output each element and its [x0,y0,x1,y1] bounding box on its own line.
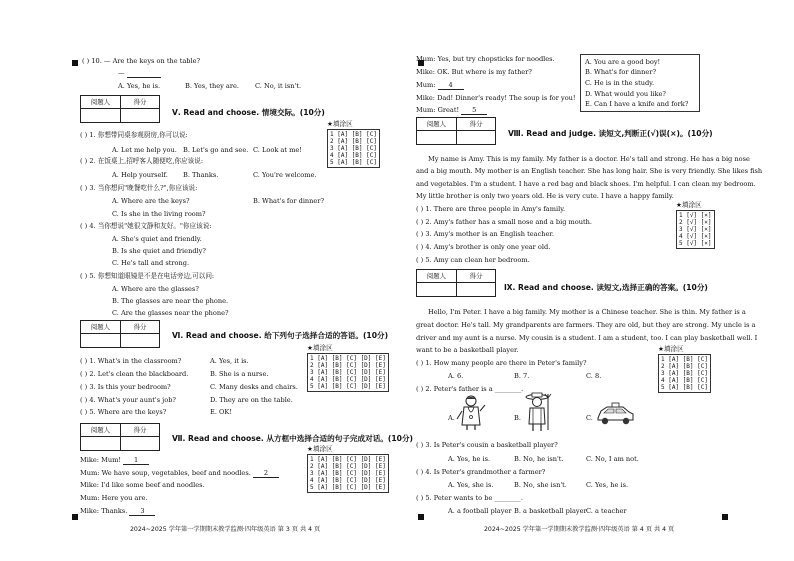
sec9-q5-b: B. a basketball player [514,507,587,515]
sec8-q2: ( ) 2. Amy's father has a small nose and a big mouth. [416,218,592,226]
sec5-q1-a: A. Let me help you. [112,146,177,154]
section-9-title: Ⅸ. Read and choose. 读短文,选择正确的答案。(10分) [504,283,708,292]
registration-mark [722,514,728,520]
sec9-passage-line: driver and my aunt is a nurse. My cousin is a student. I am a student, too. I can play basketball well. I [416,334,758,342]
sec9-q3-a: A. Yes, he is. [448,455,491,463]
sec6-q3: ( ) 3. Is this your bedroom? [80,383,171,391]
sec5-q3: ( ) 3. 当你想问"晚餐吃什么?",你应该说: [80,184,198,192]
fill-area-sec8: ★填涂区 1 [√] [×] 2 [√] [×] 3 [√] [×] 4 [√] [×] 5 [√] [×] [676,202,715,249]
sec6-a5: E. OK! [210,408,232,416]
dialog-line-1: Mike: Mum! 1 [80,456,149,465]
sec8-passage-line: My little brother is only two years old. He is very cute. I have a happy family. [416,192,674,200]
sec5-q1: ( ) 1. 你想带同桌参观厨房,你可以说: [80,131,188,139]
sec8-q1: ( ) 1. There are three people in Amy's family. [416,205,566,213]
sec5-q2: ( ) 2. 在饭桌上,招呼客人随便吃,你应该说: [80,157,204,165]
sec8-passage-line: and vegetables. I'm a student. I have a red bag and black shoes. I'm helpful. I can clean my bedroom. [416,180,756,188]
dialog-line-7: Mike: OK. But where is my father? [416,68,532,76]
sec9-q1: ( ) 1. How many people are there in Peter's family? [416,359,587,367]
fill-area-sec6: ★填涂区 1 [A] [B] [C] [D] [E] 2 [A] [B] [C] [D] [E] 3 [A] [B] [C] [D] [E] 4 [A] [B] [C] [D] [E] 5 [A] [B] [C] [D] [E] [307,345,389,392]
sec6-q2: ( ) 2. Let's clean the blackboard. [80,370,189,378]
sec5-q4-b: B. Is she quiet and friendly? [112,247,206,255]
score-box [416,117,496,145]
sec5-q5-b: B. The glasses are near the phone. [112,297,229,305]
sec8-passage-line: and a big mouth. My mother is an English teacher. She has long hair. She is very friendly. She likes fish [416,167,763,175]
sec8-q4: ( ) 4. Amy's brother is only one year old. [416,243,551,251]
sec9-q4-c: C. Yes, he is. [586,481,629,489]
sec9-q2-a: A. [448,414,455,422]
dialog-line-2: Mum: We have soup, vegetables, beef and noodles. 2 [80,469,279,478]
score-box [80,320,160,348]
sec9-q1-c: C. 8. [586,372,602,380]
page-footer: 2024~2025 学年第一学期期末教学监测·四年级英语 第 3 页 共 4 页 [130,526,321,533]
sec9-q1-a: A. 6. [448,372,464,380]
grader-label: 阅题人 [417,270,456,283]
q10-option-a: A. Yes, he is. [118,82,161,90]
fill-area-sec5: ★填涂区 1 [A] [B] [C] 2 [A] [B] [C] 3 [A] [B] [C] 4 [A] [B] [C] 5 [A] [B] [C] [327,121,380,168]
sec5-q4-c: C. He's tall and strong. [112,259,190,267]
sec5-q3-c: C. Is she in the living room? [112,210,206,218]
score-label: 得分 [457,270,495,283]
fill-area-sec7: ★填涂区 1 [A] [B] [C] [D] [E] 2 [A] [B] [C] [D] [E] 3 [A] [B] [C] [D] [E] 4 [A] [B] [C] [D] [E] 5 [A] [B] [C] [D] [E] [307,446,389,493]
dialog-line-5: Mike: Thanks. 3 [80,507,155,516]
sec5-q3-a: A. Where are the keys? [112,197,190,205]
sec5-q2-b: B. Thanks. [183,171,219,179]
grader-label: 阅题人 [81,424,120,437]
dialog-line-3: Mike: I'd like some beef and noodles. [80,481,205,489]
farmer-picture [522,392,552,432]
dialog-line-4: Mum: Here you are. [80,494,148,502]
registration-mark [72,60,78,66]
dialog-line-9: Mike: Dad! Dinner's ready! The soup is for you! [416,94,576,102]
sec5-q1-c: C. Look at me! [253,146,302,154]
sec9-q3-b: B. No, he isn't. [514,455,564,463]
grader-label: 阅题人 [81,321,120,334]
dialog-line-6: Mum: Yes, but try chopsticks for noodles. [416,55,555,63]
sec9-passage-line: great doctor. He's tall. My grandparents are farmers. They are old, but they are strong. My uncle is a [416,321,756,329]
registration-mark [72,514,78,520]
question-10: ( ) 10. — Are the keys on the table? [82,57,201,65]
sec5-q5-c: C. Are the glasses near the phone? [112,309,229,317]
sec5-q5-a: A. Where are the glasses? [112,285,199,293]
sec9-q2: ( ) 2. Peter's father is a ________. [416,385,524,393]
sec6-q4: ( ) 4. What's your aunt's job? [80,396,176,404]
score-box [80,423,160,451]
sec8-passage-line: My name is Amy. This is my family. My father is a doctor. He's tall and strong. He has a big nose [428,155,750,163]
score-label: 得分 [121,424,159,437]
sec5-q5: ( ) 5. 你想知道眼镜是不是在电话旁边,可以问: [80,272,215,280]
sec5-q4: ( ) 4. 当你想说"她很文静和友好。"你应该说: [80,222,212,230]
sec9-q4: ( ) 4. Is Peter's grandmother a farmer? [416,468,546,476]
options-box: A. You are a good boy! B. What's for dinner? C. He is in the study. D. What would you like? E. Can I have a knife and fork? [580,54,700,112]
score-label: 得分 [121,321,159,334]
section-5-title: Ⅴ. Read and choose. 情境交际。(10分) [172,108,325,117]
sec5-q1-b: B. Let's go and see. [183,146,249,154]
sec9-passage-line: want to be a basketball player. [416,346,519,354]
doctor-picture [456,395,486,431]
dialog-line-8: Mum: 4 [416,81,464,90]
sec9-passage-line: Hello, I'm Peter. I have a big family. My mother is a Chinese teacher. She is thin. My father is a [428,308,746,316]
question-10-reply: — [118,69,161,78]
q10-option-c: C. No, it isn't. [255,82,302,90]
sec8-q3: ( ) 3. Amy's mother is an English teacher. [416,230,554,238]
score-box [416,269,496,297]
sec5-q3-b: B. What's for dinner? [253,197,325,205]
sec5-q2-c: C. You're welcome. [253,171,317,179]
score-box [80,95,160,123]
sec6-a1: A. Yes, it is. [210,357,249,365]
sec9-q3: ( ) 3. Is Peter's cousin a basketball player? [416,441,558,449]
sec6-a2: B. She is a nurse. [210,370,269,378]
q10-option-b: B. Yes, they are. [185,82,239,90]
grader-label: 阅题人 [417,118,456,131]
sec6-a3: C. Many desks and chairs. [210,383,298,391]
sec6-q1: ( ) 1. What's in the classroom? [80,357,182,365]
dialog-line-10: Mum: Great! 5 [416,106,487,115]
section-8-title: Ⅷ. Read and judge. 读短文,判断正(√)误(×)。(10分) [508,129,713,138]
grader-label: 阅题人 [81,96,120,109]
sec9-q5-a: A. a football player [448,507,512,515]
sec9-q2-b: B. [514,414,521,422]
section-6-title: Ⅵ. Read and choose. 给下列句子选择合适的答语。(10分) [172,331,389,340]
sec6-a4: D. They are on the table. [210,396,293,404]
sec9-q4-a: A. Yes, she is. [448,481,494,489]
sec9-q4-b: B. No, she isn't. [514,481,567,489]
sec9-q5-c: C. a teacher [586,507,627,515]
sec9-q5: ( ) 5. Peter wants to be ________. [416,494,523,502]
sec9-q3-c: C. No, I am not. [586,455,639,463]
taxi-picture [595,402,635,426]
fill-area-sec9: ★填涂区 1 [A] [B] [C] 2 [A] [B] [C] 3 [A] [B] [C] 4 [A] [B] [C] 5 [A] [B] [C] [658,346,711,393]
sec9-q2-c: C. [586,414,593,422]
registration-mark [418,514,424,520]
score-label: 得分 [457,118,495,131]
sec5-q2-a: A. Help yourself. [112,171,168,179]
page-footer: 2024~2025 学年第一学期期末教学监测·四年级英语 第 4 页 共 4 页 [484,526,675,533]
sec9-q1-b: B. 7. [514,372,530,380]
score-label: 得分 [121,96,159,109]
sec6-q5: ( ) 5. Where are the keys? [80,408,167,416]
section-7-title: Ⅶ. Read and choose. 从方框中选择合适的句子完成对话。(10分) [172,434,414,443]
sec8-q5: ( ) 5. Amy can clean her bedroom. [416,256,530,264]
sec5-q4-a: A. She's quiet and friendly. [112,235,202,243]
